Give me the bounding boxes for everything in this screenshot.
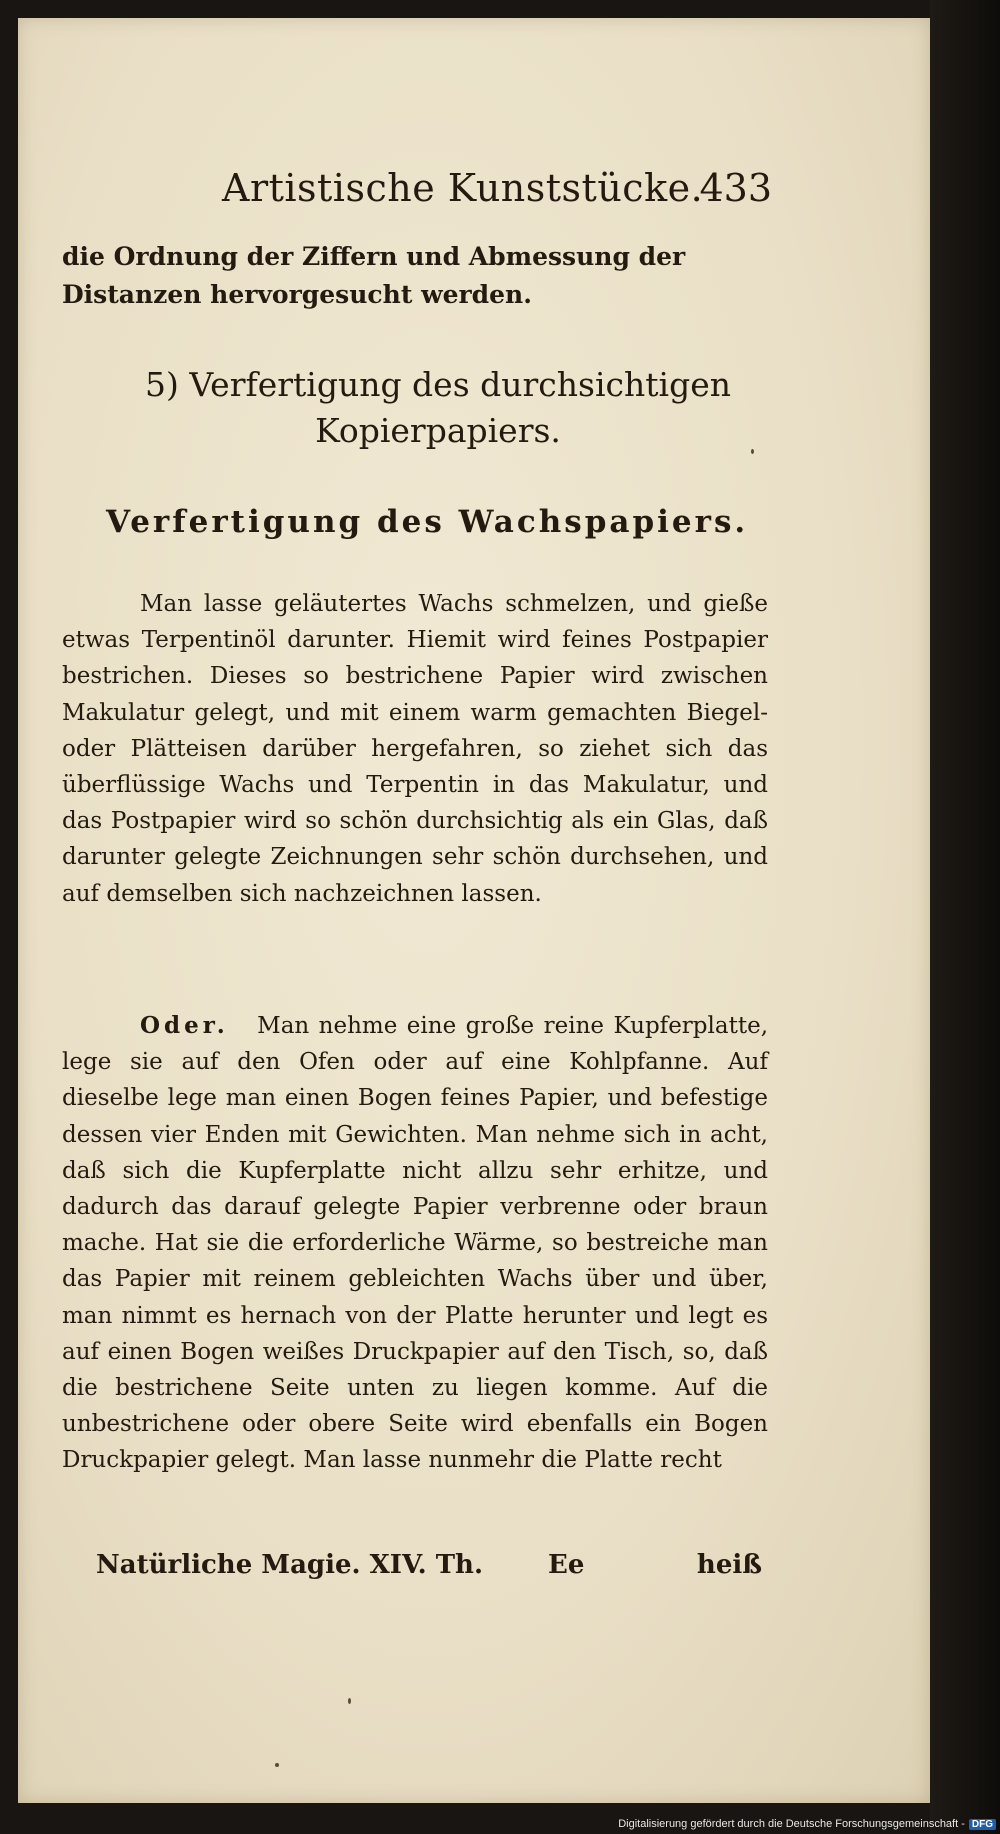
- book-page: [18, 18, 930, 1803]
- page-number: 433: [699, 166, 772, 210]
- section-heading: 5) Verfertigung des durchsichtigen Kopierpapiers.: [145, 365, 731, 450]
- page-header: [222, 166, 772, 226]
- dfg-logo: DFG: [969, 1819, 996, 1830]
- book-gutter: [930, 0, 1000, 1834]
- page-footer: [96, 1550, 762, 1594]
- digitization-credit: [618, 1818, 996, 1830]
- continuation-text: die Ordnung der Ziffern und Abmessung der Distanzen hervorgesucht werden.: [62, 242, 686, 309]
- paragraph-2-body: Man nehme eine große reine Kupferplatte, lege sie auf den Ofen oder auf eine Kohlpfanne. Auf dieselbe lege man einen Bogen feines Papier, und befestige dessen vier Enden mit Gewichten. Man nehme sich in acht, daß sich die Kupferplatte nicht allzu sehr erhitze, und dadurch das darauf gelegte Papier verbrenne oder braun mache. Hat sie die erforderliche Wärme, so bestreiche man das Papier mit reinem gebleichten Wachs über und über, man nimmt es hernach von der Platte herunter und legt es auf einen Bogen weißes Druckpapier auf den Tisch, so, daß die bestrichene Seite unten zu liegen komme. Auf die unbestrichene oder obere Seite wird ebenfalls ein Bogen Druckpapier gelegt. Man lasse nunmehr die Platte recht: [62, 1013, 769, 1474]
- signature-line: Natürliche Magie. XIV. Th.: [96, 1550, 484, 1580]
- running-title: Artistische Kunststücke.: [222, 166, 704, 210]
- paper-speck: [751, 449, 754, 454]
- paragraph-2: [62, 1008, 768, 1479]
- credit-text: Digitalisierung gefördert durch die Deutsche Forschungsgemeinschaft -: [618, 1818, 965, 1830]
- paragraph-2-lead: Oder.: [140, 1012, 229, 1039]
- sub-heading: Verfertigung des Wachspapiers.: [106, 504, 749, 540]
- signature-mark: Ee: [548, 1550, 585, 1580]
- paragraph-1: Man lasse geläutertes Wachs schmelzen, und gieße etwas Terpentinöl darunter. Hiemit wird feines Postpapier bestrichen. Dieses so bestrichene Papier wird zwischen Makulatur gelegt, und mit einem warm gemachten Biegel- oder Plätteisen darüber hergefahren, so ziehet sich das überflüssige Wachs und Terpentin in das Makulatur, und das Postpapier wird so schön durchsichtig als ein Glas, daß darunter gelegte Zeichnungen sehr schön durchsehen, und auf demselben sich nachzeichnen lassen.: [62, 591, 768, 907]
- paper-speck: [348, 1698, 351, 1704]
- paper-speck: [275, 1763, 279, 1767]
- catchword: heiß: [696, 1550, 762, 1580]
